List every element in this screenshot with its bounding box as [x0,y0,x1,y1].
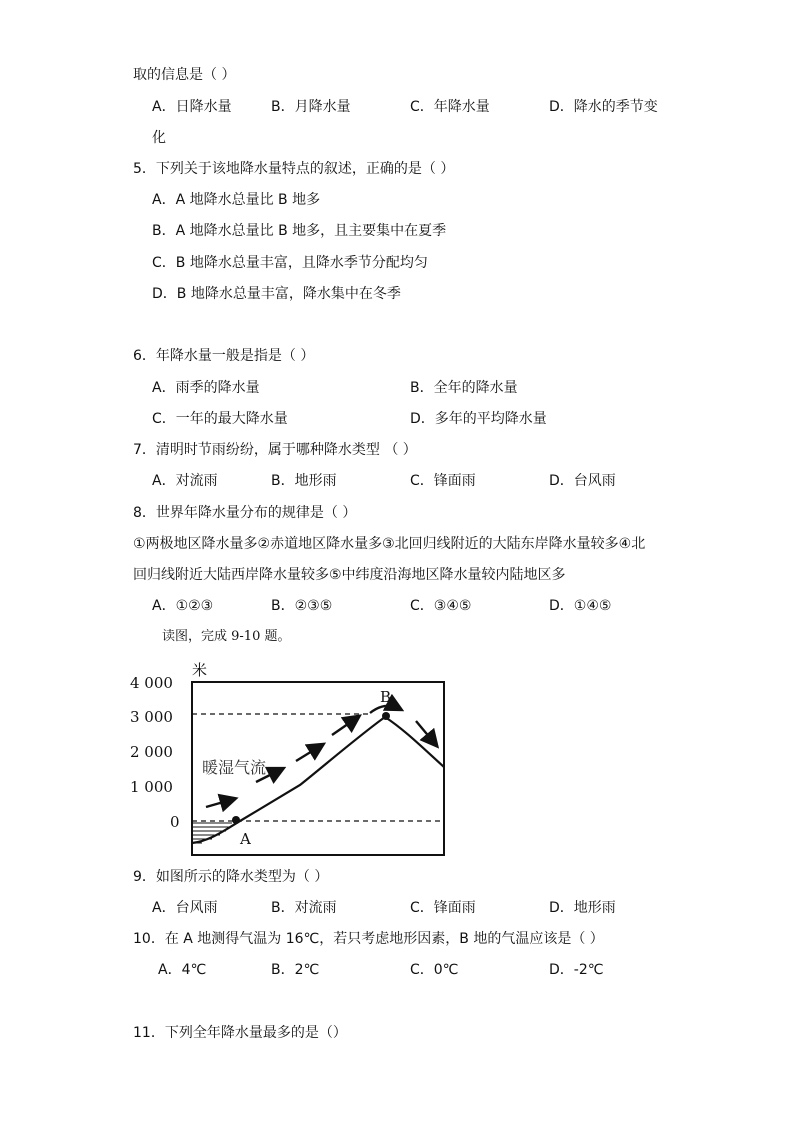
q4-option-c: C．年降水量 [410,99,490,115]
point-a-label: A [240,830,251,848]
q7-option-b: B．地形雨 [271,473,337,489]
airflow-arrows [206,706,436,807]
q7-option-a: A．对流雨 [152,473,218,489]
q10-option-d: D．-2℃ [549,962,604,978]
q7-option-c: C．锋面雨 [410,473,476,489]
q9-option-b: B．对流雨 [271,900,337,916]
q8-option-a: A．①②③ [152,598,214,614]
point-a-marker [232,816,240,824]
y-tick-3000: 3 000 [130,708,173,726]
y-axis-unit: 米 [192,661,208,679]
point-b-marker [382,712,390,720]
q6-option-a: A．雨季的降水量 [152,380,260,396]
q9-option-c: C．锋面雨 [410,900,476,916]
q8-stem: 8．世界年降水量分布的规律是（ ） [133,505,357,521]
figure-instruction: 读图，完成 9-10 题。 [162,629,291,644]
y-tick-0: 0 [170,813,180,831]
q10-option-c: C．0℃ [410,962,459,978]
q10-stem: 10．在 A 地测得气温为 16℃，若只考虑地形因素，B 地的气温应该是（ ） [133,931,604,947]
q6-option-b: B．全年的降水量 [410,380,518,396]
q5-option-b: B．A 地降水总量比 B 地多，且主要集中在夏季 [152,223,447,239]
q6-stem: 6．年降水量一般是指是（ ） [133,348,315,364]
q4-option-d-wrap: 化 [152,130,166,146]
sea-hatching [192,823,232,843]
q4-option-d: D．降水的季节变 [549,99,658,115]
q5-stem: 5．下列关于该地降水量特点的叙述，正确的是（ ） [133,161,455,177]
orographic-rain-diagram [120,655,460,865]
y-tick-4000: 4 000 [130,674,173,692]
y-tick-2000: 2 000 [130,743,173,761]
q8-option-c: C．③④⑤ [410,598,472,614]
q9-option-d: D．地形雨 [549,900,616,916]
q11-stem: 11．下列全年降水量最多的是（） [133,1025,347,1041]
point-b-label: B [380,688,392,706]
q7-option-d: D．台风雨 [549,473,616,489]
mountain-profile [192,717,444,843]
q8-option-d: D．①④⑤ [549,598,612,614]
q8-option-b: B．②③⑤ [271,598,333,614]
q8-statement-line-1: ①两极地区降水量多②赤道地区降水量多③北回归线附近的大陆东岸降水量较多④北 [133,536,646,552]
q4-stem-tail: 取的信息是（ ） [133,67,236,83]
air-flow-label: 暖湿气流 [202,758,267,777]
q8-statement-line-2: 回归线附近大陆西岸降水量较多⑤中纬度沿海地区降水量较内陆地区多 [133,567,566,583]
q9-stem: 9．如图所示的降水类型为（ ） [133,869,329,885]
q4-option-b: B．月降水量 [271,99,351,115]
q9-option-a: A．台风雨 [152,900,218,916]
q5-option-a: A．A 地降水总量比 B 地多 [152,192,321,208]
q4-option-a: A．日降水量 [152,99,232,115]
q6-option-d: D．多年的平均降水量 [410,411,547,427]
q6-option-c: C．一年的最大降水量 [152,411,288,427]
q5-option-c: C．B 地降水总量丰富，且降水季节分配均匀 [152,255,428,271]
q10-option-b: B．2℃ [271,962,320,978]
q5-option-d: D．B 地降水总量丰富，降水集中在冬季 [152,286,401,302]
q10-option-a: A．4℃ [158,962,207,978]
y-tick-1000: 1 000 [130,778,173,796]
q7-stem: 7．清明时节雨纷纷，属于哪种降水类型 （ ） [133,442,417,458]
